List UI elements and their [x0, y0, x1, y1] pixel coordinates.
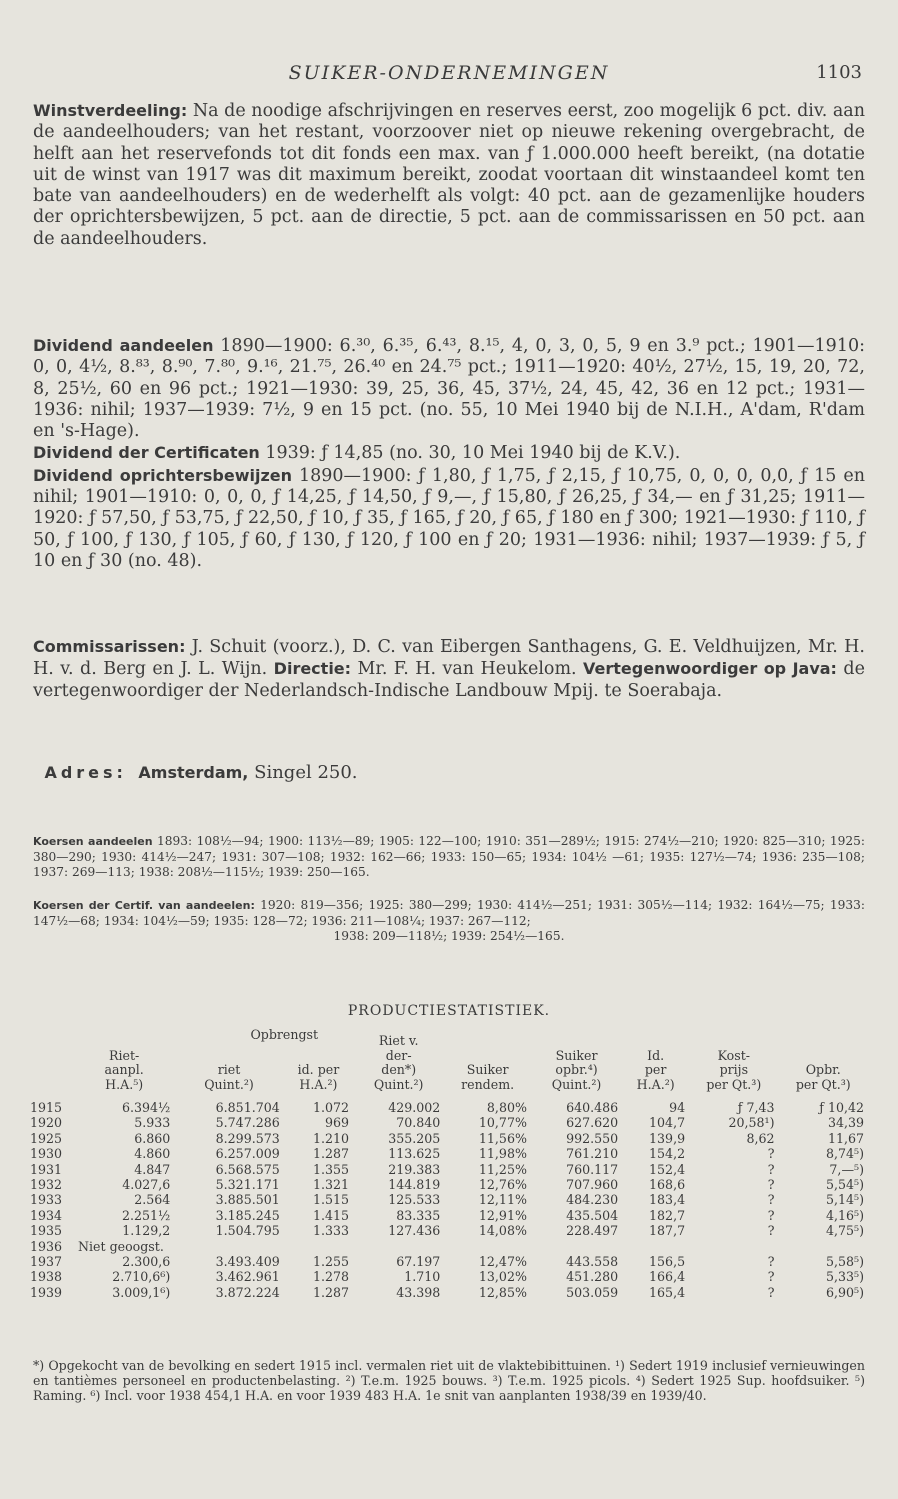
- table-cell: ?: [767, 1207, 775, 1223]
- table-row: [30, 1239, 868, 1254]
- table-cell: 5,33⁵): [825, 1269, 864, 1285]
- table-cell: 4.847: [134, 1161, 171, 1177]
- table-cell: 12,85%: [478, 1284, 527, 1300]
- table-cell: 640.486: [566, 1100, 619, 1115]
- table-cell: 165,4: [649, 1284, 686, 1300]
- table-cell: 4.027,6: [122, 1177, 171, 1193]
- winstverdeeling-text: Na de noodige afschrijvingen en reserves eerst, zoo mogelijk 6 pct. div. aan de aandeelhouders; van het restant, voorzoover niet op nieuwe rekening overgebracht, de helft aan het reservefonds tot dit fonds een max. van ƒ 1.000.000 heeft bereikt, (na dotatie uit de winst van 1917 was dit maximum bereikt, zoodat voortaan dit winstaandeel komt ten bate van aandeelhouders) en de wederhelft als volgt: 40 pct. aan de gezamenlijke houders der oprichtersbewijzen, 5 pct. aan de directie, 5 pct. aan de commissarissen en 50 pct. aan de aandeelhouders.: [33, 101, 865, 249]
- table-cell: 14,08%: [478, 1223, 527, 1239]
- table-cell: 5,14⁵): [825, 1192, 864, 1208]
- table-cell: 1.333: [313, 1223, 350, 1239]
- table-cell: 43.398: [396, 1284, 441, 1300]
- table-cell: ?: [767, 1223, 775, 1239]
- table-cell: 503.059: [566, 1284, 619, 1300]
- table-cell: ?: [767, 1254, 775, 1270]
- commissarissen-label: Commissarissen:: [33, 637, 186, 656]
- table-cell: ?: [767, 1177, 775, 1193]
- table-cell: 70.840: [396, 1115, 441, 1131]
- adres-label: Adres:: [44, 763, 127, 782]
- table-cell: 6.568.575: [215, 1161, 280, 1177]
- footnotes: *) Opgekocht van de bevolking en sedert 1915 incl. vermalen riet uit de vlaktebibittuinen. ¹) Sedert 1919 inclusief vernieuwingen en tantièmes personeel en productenbelasting. ²) T.e.m. 1925 bouws. ³) T.e.m. 1925 picols. ⁴) Sedert 1925 Sup. hoofdsuiker. ⁵) Raming. ⁶) Incl. voor 1938 454,1 H.A. en voor 1939 483 H.A. 1e snit van aanplanten 1938/39 en 1939/40.: [33, 1358, 865, 1403]
- koersen-certif-last: 1938: 209—118½; 1939: 254½—165.: [333, 928, 565, 943]
- table-row: [30, 1192, 868, 1207]
- table-cell: 1.072: [313, 1100, 350, 1115]
- table-cell: 3.462.961: [215, 1269, 280, 1285]
- directie-label: Directie:: [273, 659, 352, 679]
- table-cell: 187,7: [649, 1223, 686, 1239]
- table-cell: 152,4: [649, 1161, 686, 1177]
- table-row: [30, 1177, 868, 1192]
- table-cell: 3.185.245: [215, 1207, 280, 1223]
- table-row: [30, 1146, 868, 1161]
- header-opbrengst: Opbrengst: [250, 1027, 319, 1042]
- table-cell: 1.504.795: [215, 1223, 280, 1239]
- table-row: [30, 1100, 868, 1115]
- table-cell: 1.710: [404, 1269, 441, 1285]
- table-cell: 1.321: [313, 1177, 350, 1193]
- header-opbr-per-qt: Opbr. per Qt.³): [795, 1062, 851, 1092]
- table-cell-year: 1935: [30, 1223, 63, 1239]
- table-cell: 1.355: [313, 1161, 350, 1177]
- table-cell: 67.197: [396, 1254, 441, 1270]
- table-cell-year: 1936: [30, 1238, 63, 1254]
- productie-table: [30, 1027, 868, 1300]
- table-cell: 760.117: [566, 1161, 619, 1177]
- table-cell: 11,67: [827, 1130, 864, 1146]
- table-cell: 6.394½: [122, 1100, 171, 1115]
- table-cell: 3.009,1⁶): [112, 1284, 171, 1300]
- koersen-certif-label: Koersen der Certif. van aandeelen:: [33, 899, 255, 912]
- table-cell: 10,77%: [478, 1115, 527, 1131]
- table-cell: 8.299.573: [215, 1130, 280, 1146]
- table-cell: 4.860: [134, 1146, 171, 1162]
- table-cell: 5.933: [134, 1115, 171, 1131]
- table-cell: 144.819: [388, 1177, 441, 1193]
- table-cell: 1.278: [313, 1269, 350, 1285]
- table-cell: 4,75⁵): [825, 1223, 864, 1239]
- winstverdeeling-label: Winstverdeeling:: [33, 101, 188, 120]
- table-cell: 183,4: [649, 1192, 686, 1208]
- directie-text: Mr. F. H. van Heukelom.: [357, 659, 577, 680]
- dividend-oprichters-text: 1890—1900: ƒ 1,80, ƒ 1,75, ƒ 2,15, ƒ 10,75, 0, 0, 0, 0,0, ƒ 15 en nihil; 1901—1910: 0, 0, 0, ƒ 14,25, ƒ 14,50, ƒ 9,—, ƒ 15,80, ƒ 26,25, ƒ 34,— en ƒ 31,25; 1911—1920: ƒ 57,50, ƒ 53,75, ƒ 22,50, ƒ 10, ƒ 35, ƒ 165, ƒ 20, ƒ 65, ƒ 180 en ƒ 300; 1921—1930: ƒ 110, ƒ 50, ƒ 100, ƒ 130, ƒ 105, ƒ 60, ƒ 130, ƒ 120, ƒ 100 en ƒ 20; 1931—1936: nihil; 1937—1939: ƒ 5, ƒ 10 en ƒ 30 (no. 48).: [33, 465, 865, 571]
- table-cell: 94: [669, 1100, 686, 1115]
- koersen-aandeelen-label: Koersen aandeelen: [33, 835, 153, 848]
- table-cell: 435.504: [566, 1207, 619, 1223]
- vertegenwoordiger-label: Vertegenwoordiger op Java:: [583, 659, 837, 679]
- dividend-aandeelen-text: 1890—1900: 6.³⁰, 6.³⁵, 6.⁴³, 8.¹⁵, 4, 0, 3, 0, 5, 9 en 3.⁹ pct.; 1901—1910: 0, 0, 4½, 8.⁸³, 8.⁹⁰, 7.⁸⁰, 9.¹⁶, 21.⁷⁵, 26.⁴⁰ en 24.⁷⁵ pct.; 1911—1920: 40½, 27½, 15, 19, 20, 72, 8, 25½, 60 en 96 pct.; 1921—1930: 39, 25, 36, 45, 37½, 24, 45, 42, 36 en 12 pct.; 1931—1936: nihil; 1937—1939: 7½, 9 en 15 pct. (no. 55, 10 Mei 1940 bij de N.I.H., A'dam, R'dam en 's-Hage).: [33, 336, 865, 442]
- table-cell-year: 1915: [30, 1100, 63, 1115]
- commissarissen-text: J. Schuit (voorz.), D. C. van Eibergen Santhagens, G. E. Veldhuijzen, Mr. H. H. v. d. Berg en J. L. Wijn.: [33, 637, 865, 680]
- table-cell: 127.436: [388, 1223, 441, 1239]
- header-kostprijs: Kost- prijs per Qt.³): [706, 1047, 762, 1092]
- header-suiker-rendem: Suiker rendem.: [461, 1062, 515, 1092]
- header-suiker-opbr: Suiker opbr.⁴) Quint.²): [551, 1047, 602, 1092]
- table-cell-year: 1920: [30, 1115, 63, 1131]
- table-cell: 20,58¹): [728, 1115, 775, 1131]
- table-cell: 4,16⁵): [825, 1207, 864, 1223]
- dividend-paragraph: [33, 335, 865, 572]
- table-cell: 5,58⁵): [825, 1254, 864, 1270]
- table-cell: 228.497: [566, 1223, 619, 1239]
- table-cell: 1.515: [313, 1192, 350, 1208]
- dividend-certificaten-label: Dividend der Certificaten: [33, 443, 260, 463]
- table-header-row: [30, 1034, 868, 1100]
- table-cell: ƒ 7,43: [737, 1100, 775, 1115]
- page-number: 1103: [816, 62, 862, 83]
- table-cell-year: 1934: [30, 1207, 63, 1223]
- dividend-oprichters-label: Dividend oprichtersbewijzen: [33, 465, 293, 485]
- table-cell: 5,54⁵): [825, 1177, 864, 1193]
- table-cell: 219.383: [388, 1161, 441, 1177]
- table-cell: 154,2: [649, 1146, 686, 1162]
- table-cell-year: 1932: [30, 1177, 63, 1193]
- header-year: [30, 1034, 74, 1100]
- table-cell: 6.860: [134, 1130, 171, 1146]
- table-row: [30, 1254, 868, 1269]
- winstverdeeling-paragraph: [33, 100, 865, 250]
- table-cell: 168,6: [649, 1177, 686, 1193]
- table-cell: 5.747.286: [215, 1115, 280, 1131]
- table-cell: 992.550: [566, 1130, 619, 1146]
- table-row: [30, 1285, 868, 1300]
- table-cell: 3.872.224: [215, 1284, 280, 1300]
- table-cell-year: 1925: [30, 1130, 63, 1146]
- table-cell: 11,56%: [478, 1130, 527, 1146]
- table-cell: 8,62: [746, 1130, 775, 1146]
- table-cell-year: 1933: [30, 1192, 63, 1208]
- table-cell-year: 1931: [30, 1161, 63, 1177]
- table-cell: 707.960: [566, 1177, 619, 1193]
- table-cell: ?: [767, 1161, 775, 1177]
- table-cell: ?: [767, 1284, 775, 1300]
- table-cell: 355.205: [388, 1130, 441, 1146]
- header-id-per-ha: id. per H.A.²): [297, 1062, 340, 1092]
- vertegenwoordiger-text: de vertegenwoordiger der Nederlandsch-Indische Landbouw Mpij. te Soerabaja.: [33, 659, 865, 701]
- adres-line: [33, 762, 865, 783]
- table-cell: 182,7: [649, 1207, 686, 1223]
- dividend-aandeelen-label: Dividend aandeelen: [33, 336, 214, 355]
- table-row: [30, 1115, 868, 1130]
- table-cell: 12,11%: [478, 1192, 527, 1208]
- table-cell: 3.885.501: [215, 1192, 280, 1208]
- adres-street: Singel 250.: [254, 762, 358, 783]
- table-cell: 1.415: [313, 1207, 350, 1223]
- table-cell-year: 1937: [30, 1254, 63, 1270]
- table-cell: 113.625: [388, 1146, 441, 1162]
- bestuur-paragraph: [33, 636, 865, 702]
- table-cell: 761.210: [566, 1146, 619, 1162]
- table-cell: 2.251½: [122, 1207, 171, 1223]
- adres-city: Amsterdam,: [138, 763, 249, 782]
- table-cell: 6.851.704: [215, 1100, 280, 1115]
- table-cell: 8,80%: [486, 1100, 527, 1115]
- table-cell: 3.493.409: [215, 1254, 280, 1270]
- table-cell: 627.620: [566, 1115, 619, 1131]
- table-cell: 156,5: [649, 1254, 686, 1270]
- page-header: [0, 62, 898, 90]
- table-cell: 2.710,6⁶): [112, 1269, 171, 1285]
- table-cell: ?: [767, 1269, 775, 1285]
- koersen-certif-text: 1920: 819—356; 1925: 380—299; 1930: 414½—251; 1931: 305½—114; 1932: 164½—75; 1933: 147½—68; 1934: 104½—59; 1935: 128—72; 1936: 211—108¼; 1937: 267—112;: [33, 898, 866, 928]
- table-cell: 13,02%: [478, 1269, 527, 1285]
- stats-title: PRODUCTIESTATISTIEK.: [347, 1003, 551, 1019]
- table-cell: ƒ 10,42: [819, 1100, 864, 1115]
- table-cell: 125.533: [388, 1192, 441, 1208]
- header-riet-v-derden: Riet v. der- den*) Quint.²): [373, 1033, 424, 1092]
- table-cell: ?: [767, 1146, 775, 1162]
- table-cell: 1.255: [313, 1254, 350, 1270]
- table-cell: 1.287: [313, 1284, 350, 1300]
- table-cell: 139,9: [649, 1130, 686, 1146]
- table-cell: 443.558: [566, 1254, 619, 1270]
- table-cell: 11,25%: [478, 1161, 527, 1177]
- table-row: [30, 1269, 868, 1284]
- table-cell: 8,74⁵): [825, 1146, 864, 1162]
- table-cell: 1.129,2: [122, 1223, 171, 1239]
- dividend-certificaten-text: 1939: ƒ 14,85 (no. 30, 10 Mei 1940 bij de K.V.).: [265, 443, 681, 464]
- table-cell: 12,47%: [478, 1254, 527, 1270]
- table-cell: 12,76%: [478, 1177, 527, 1193]
- koersen-aandeelen: [33, 834, 865, 879]
- header-riet-aanpl: Riet- aanpl. H.A.⁵): [104, 1047, 144, 1092]
- koersen-aandeelen-text: 1893: 108½—94; 1900: 113½—89; 1905: 122—100; 1910: 351—289½; 1915: 274½—210; 1920: 825—310; 1925: 380—290; 1930: 414½—247; 1931: 307—108; 1932: 162—66; 1933: 150—65; 1934: 104½ —61; 1935: 127½—74; 1936: 235—108; 1937: 269—113; 1938: 208½—115½; 1939: 250—165.: [33, 834, 866, 879]
- table-cell-year: 1930: [30, 1146, 63, 1162]
- table-cell: 429.002: [388, 1100, 441, 1115]
- table-cell: 104,7: [649, 1115, 686, 1131]
- table-cell: 34,39: [827, 1115, 864, 1131]
- table-cell-year: 1938: [30, 1269, 63, 1285]
- table-cell: 12,91%: [478, 1207, 527, 1223]
- table-cell-year: 1939: [30, 1284, 63, 1300]
- table-cell: 484.230: [566, 1192, 619, 1208]
- table-cell: 166,4: [649, 1269, 686, 1285]
- table-cell: 6.257.009: [215, 1146, 280, 1162]
- running-title: SUIKER-ONDERNEMINGEN: [288, 62, 610, 84]
- table-cell: 451.280: [566, 1269, 619, 1285]
- header-id-per-ha-2: Id. per H.A.²): [636, 1047, 675, 1092]
- table-cell: 2.564: [134, 1192, 171, 1208]
- table-row: [30, 1223, 868, 1238]
- table-cell: 83.335: [396, 1207, 441, 1223]
- table-cell: 2.300,6: [122, 1254, 171, 1270]
- table-cell: 1.210: [313, 1130, 350, 1146]
- table-cell: 1.287: [313, 1146, 350, 1162]
- table-cell: 969: [325, 1115, 350, 1131]
- table-body: [30, 1100, 868, 1300]
- table-row: [30, 1131, 868, 1146]
- table-cell: 11,98%: [478, 1146, 527, 1162]
- table-row: [30, 1208, 868, 1223]
- table-cell: 5.321.171: [215, 1177, 280, 1193]
- table-cell: ?: [767, 1192, 775, 1208]
- table-cell: 7,—⁵): [829, 1161, 864, 1177]
- koersen-certificaten: [33, 898, 865, 943]
- table-cell-note: Niet geoogst.: [78, 1238, 164, 1254]
- table-row: [30, 1162, 868, 1177]
- header-riet-quint: Opbrengst riet Quint.²): [174, 1034, 284, 1100]
- table-cell: 6,90⁵): [825, 1284, 864, 1300]
